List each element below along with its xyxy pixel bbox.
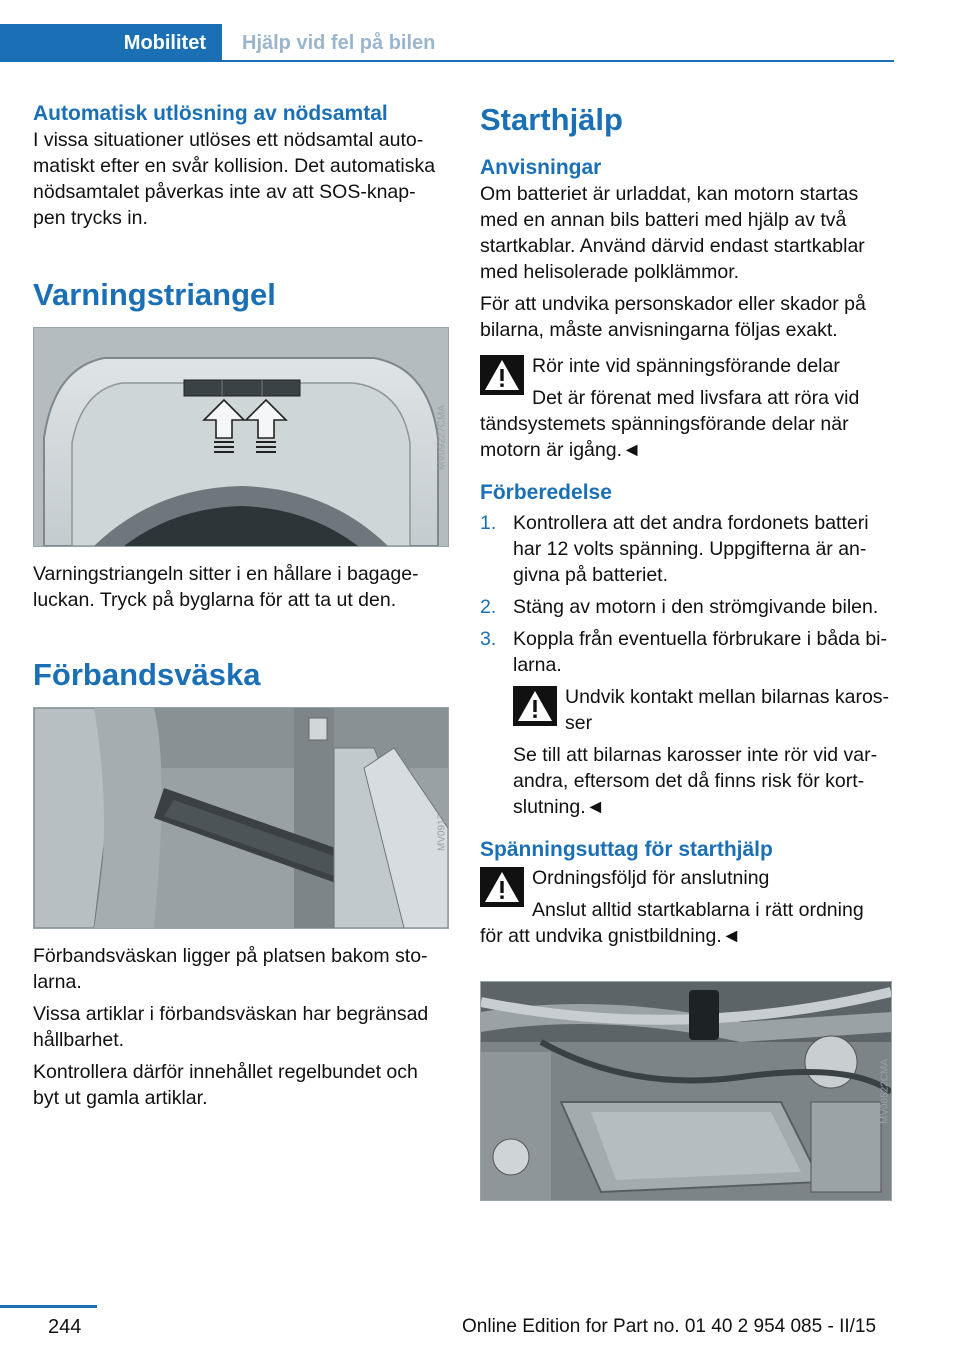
firstaid-text-1: Förbandsväskan ligger på platsen bakom sto- larna.: [33, 945, 428, 993]
firstaid-image: [33, 707, 449, 929]
warning-title: Ordningsföljd för anslutning: [532, 867, 770, 889]
list-item: 2. Stäng av motorn i den strömgivande bilen.: [480, 596, 879, 618]
trunk-lid-illustration: [34, 328, 448, 546]
page-number: 244: [48, 1316, 82, 1338]
figure-code: MV09227CMA: [436, 404, 448, 470]
warning-title: Rör inte vid spänningsförande delar: [532, 355, 840, 377]
firstaid-heading: Förbandsväska: [33, 657, 261, 692]
engine-bay-image: [480, 981, 892, 1201]
auto-call-heading: Automatisk utlösning av nödsamtal: [33, 102, 388, 125]
figure-code: MV09177CMA: [436, 785, 448, 851]
warning-icon: [513, 686, 557, 726]
engine-bay-illustration: [481, 982, 891, 1200]
warning-text: Se till att bilarnas karosser inte rör vid var- andra, eftersom det då finns risk för kort- slutning.◄: [513, 744, 878, 818]
warning-title: Undvik kontakt mellan bilarnas karos- ser: [565, 686, 890, 734]
chapter-label: Hjälp vid fel på bilen: [242, 31, 436, 54]
figure-code: MV08522CMA: [879, 1058, 891, 1124]
warning-text-cont: för att undvika gnistbildning.◄: [480, 925, 742, 947]
left-column: [33, 100, 451, 1111]
warning-text-cont: tändsystemets spänningsförande delar när motorn är igång.◄: [480, 413, 849, 461]
header-rule: [222, 60, 894, 62]
auto-call-text: I vissa situationer utlöses ett nödsamtal auto- matiskt efter en svår kollision. Det automatiska nödsamtalet påverkas inte av att SOS-knap- pen trycks in.: [33, 129, 436, 229]
warning-icon: [480, 867, 524, 907]
footer-rule: [0, 1305, 97, 1308]
instructions-heading: Anvisningar: [480, 156, 602, 179]
triangle-caption: Varningstriangeln sitter i en hållare i bagage- luckan. Tryck på byglarna för att ta ut den.: [33, 563, 419, 611]
step-warning: [513, 684, 898, 820]
rear-seat-illustration: [34, 708, 448, 928]
warning-box: [480, 865, 898, 923]
instructions-text-2: För att undvika personskador eller skador på bilarna, måste anvisningarna följas exakt.: [480, 293, 866, 341]
instructions-text-1: Om batteriet är urladdat, kan motorn startas med en annan bils batteri med hjälp av två startkablar. Använd därvid endast startkablar med helisolerade polklämmor.: [480, 183, 865, 283]
jumpstart-title: Starthjälp: [480, 102, 623, 137]
prep-heading: Förberedelse: [480, 481, 612, 504]
list-item: 1. Kontrollera att det andra fordonets batteri har 12 volts spänning. Uppgifterna är an- givna på batteriet.: [480, 512, 869, 586]
prep-steps: [480, 510, 898, 678]
warning-box: [480, 353, 898, 411]
firstaid-text-3: Kontrollera därför innehållet regelbundet och byt ut gamla artiklar.: [33, 1061, 418, 1109]
firstaid-text-2: Vissa artiklar i förbandsväskan har begränsad hållbarhet.: [33, 1003, 429, 1051]
list-item: 3. Koppla från eventuella förbrukare i båda bi- larna.: [480, 628, 887, 676]
warning-icon: [480, 355, 524, 395]
section-label: Mobilitet: [123, 31, 206, 54]
triangle-heading: Varningstriangel: [33, 277, 276, 312]
right-column: [480, 100, 898, 1201]
warning-text: Anslut alltid startkablarna i rätt ordning: [532, 899, 864, 921]
socket-heading: Spänningsuttag för starthjälp: [480, 838, 773, 861]
chapter-tab: [222, 24, 435, 62]
edition-text: Online Edition for Part no. 01 40 2 954 085 - II/15: [462, 1316, 877, 1337]
trunk-lid-image: [33, 327, 449, 547]
warning-text: Det är förenat med livsfara att röra vid: [532, 387, 860, 409]
section-tab: [0, 24, 222, 62]
